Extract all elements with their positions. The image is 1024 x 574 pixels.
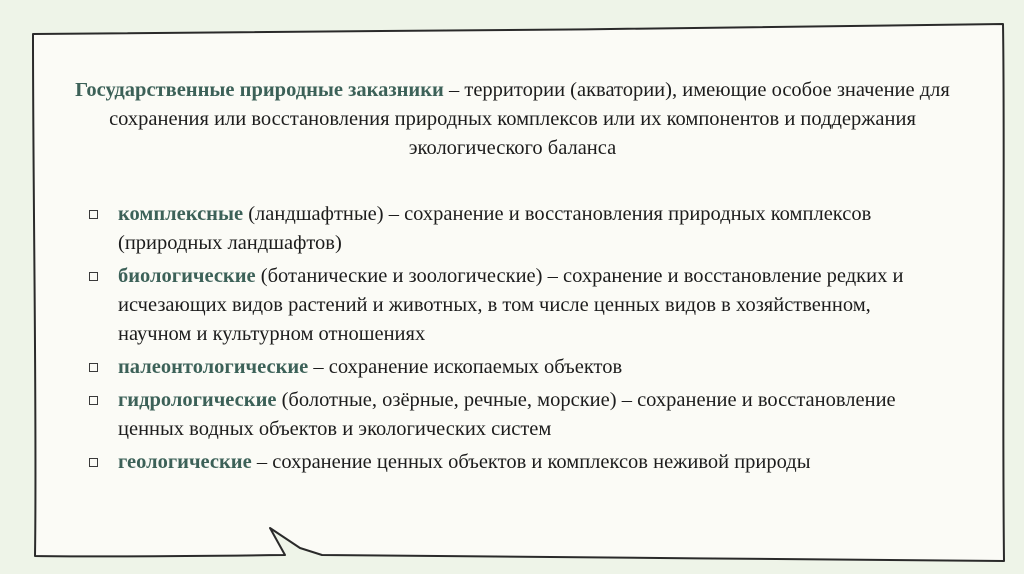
list-item-text: (ландшафтные) – сохранение и восстановления природных комплексов (природных ландшафтов) xyxy=(118,203,872,254)
hollow-square-icon xyxy=(89,458,98,467)
list-item-text: – сохранение ископаемых объектов xyxy=(308,356,623,378)
slide-content xyxy=(60,76,965,481)
list-item-geological xyxy=(86,448,946,477)
list-item-term: комплексные xyxy=(118,203,244,225)
list-item-term: палеонтологические xyxy=(118,356,309,378)
list-item-hydrological xyxy=(86,386,946,444)
definition-term: Государственные природные заказники xyxy=(75,79,444,101)
list-item-term: гидрологические xyxy=(118,389,277,411)
list-item-term: биологические xyxy=(118,265,256,287)
list-item-text: (болотные, озёрные, речные, морские) – сохранение и восстановление ценных водных объектов и экологических систем xyxy=(118,389,896,440)
hollow-square-icon xyxy=(89,210,98,219)
reserve-types-list xyxy=(86,200,946,477)
list-item-text: (ботанические и зоологические) – сохранение и восстановление редких и исчезающих видов растений и животных, в том числе ценных видов в хозяйственном, научном и культурном отношениях xyxy=(118,265,904,345)
list-item-term: геологические xyxy=(118,451,252,473)
list-item-paleontological xyxy=(86,353,946,382)
list-item-text: – сохранение ценных объектов и комплексов неживой природы xyxy=(251,451,811,473)
definition-text: – территории (акватории), имеющие особое значение для сохранения или восстановления природных комплексов или их компонентов и поддержания экологического баланса xyxy=(109,79,950,159)
list-item-complex xyxy=(86,200,946,258)
hollow-square-icon xyxy=(89,363,98,372)
hollow-square-icon xyxy=(89,272,98,281)
list-item-biological xyxy=(86,262,946,349)
hollow-square-icon xyxy=(89,396,98,405)
definition-paragraph xyxy=(60,76,965,163)
